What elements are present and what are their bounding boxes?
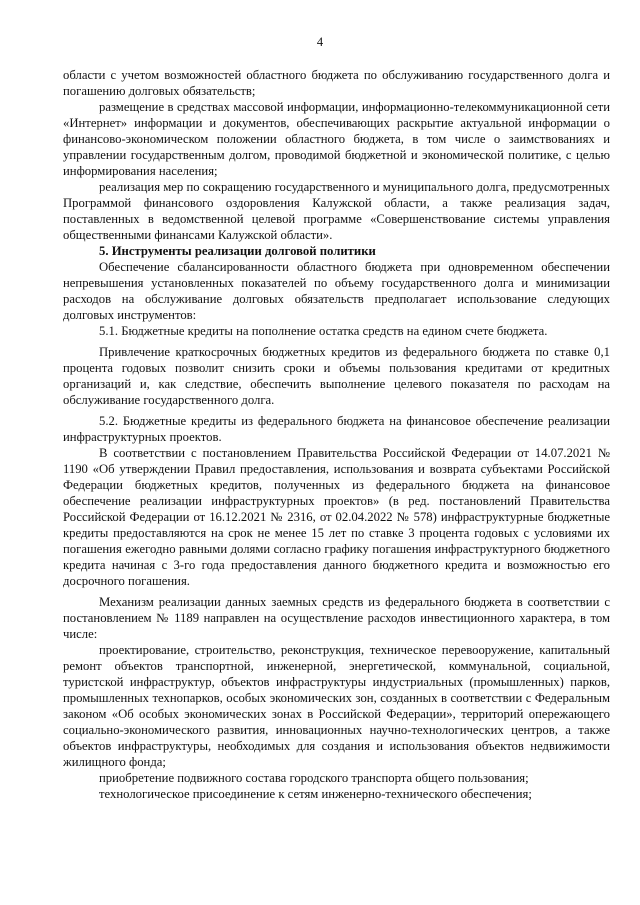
paragraph-short-term-credits: Привлечение краткосрочных бюджетных кредитов из федерального бюджета по ставке 0,1 процента годовых позволит снизить сроки и объемы пользования кредитами от кредитных организаций и, как следствие, обеспечить выполнение целевого показателя по расходам на обслуживание государственного долга. <box>63 345 610 407</box>
document-body <box>63 67 610 802</box>
section-heading-debt-instruments: 5. Инструменты реализации долговой политики <box>99 244 376 258</box>
paragraph-infrastructure-credit-terms: В соответствии с постановлением Правительства Российской Федерации от 14.07.2021 № 1190 «Об утверждении Правил предоставления, использования и возврата субъектами Российской Федерации бюджетных кредитов, полученных из федерального бюджета на финансовое обеспечение реализации инфраструктурных проектов» (в ред. постановлений Правительства Российской Федерации от 16.12.2021 № 2316, от 02.04.2022 № 578) инфраструктурные бюджетные кредиты предоставляются на срок не менее 15 лет по ставке 3 процента годовых с условиями их погашения ежегодно равными долями согласно графику погашения инфраструктурного бюджетного кредита начиная с 3-го года предоставления данного бюджетного кредита и возможностью его досрочного погашения. <box>63 446 610 588</box>
paragraph-technological-connection: технологическое присоединение к сетям инженерно-технического обеспечения; <box>99 787 532 801</box>
paragraph-budget-balance: Обеспечение сбалансированности областного бюджета при одновременном обеспечении непревышения установленных показателей по объему государственного долга и минимизации расходов на обслуживание долговых обязательств предполагает использование следующих долговых инструментов: <box>63 260 610 322</box>
paragraph-mechanism: Механизм реализации данных заемных средств из федерального бюджета в соответствии с постановлением № 1189 направлен на осуществление расходов инвестиционного характера, в том числе: <box>63 595 610 641</box>
paragraph-item-5-2: 5.2. Бюджетные кредиты из федерального бюджета на финансовое обеспечение реализации инфраструктурных проектов. <box>63 414 610 444</box>
paragraph-investment-expenses: проектирование, строительство, реконструкция, техническое перевооружение, капитальный ремонт объектов транспортной, инженерной, энергетической, коммунальной, социальной, туристской инфраструктур, объектов инфраструктуры индустриальных (промышленных) парков, промышленных технопарков, особых экономических зон, созданных в соответствии с Федеральным законом «Об особых экономических зонах в Российской Федерации», территорий опережающего социально-экономического развития, инновационных научно-технологических центров, а также объектов инфраструктуры, необходимых для создания и использования объектов недвижимости жилищного фонда; <box>63 643 610 769</box>
paragraph-rolling-stock: приобретение подвижного состава городского транспорта общего пользования; <box>99 771 529 785</box>
paragraph-debt-servicing-capacity: области с учетом возможностей областного бюджета по обслуживанию государственного долга и погашению долговых обязательств; <box>63 68 610 98</box>
paragraph-debt-reduction-measures: реализация мер по сокращению государственного и муниципального долга, предусмотренных Программой финансового оздоровления Калужской области, а также реализация задач, поставленных в ведомственной целевой программе «Совершенствование системы управления общественными финансами Калужской области». <box>63 180 610 242</box>
paragraph-information-disclosure: размещение в средствах массовой информации, информационно-телекоммуникационной сети «Интернет» информации и документов, обеспечивающих раскрытие актуальной информации о финансово-экономическом положении областного бюджета, в том числе о заимствованиях и управлении государственным долгом, проводимой бюджетной и экономической политике, с целью информирования населения; <box>63 100 610 178</box>
page-number: 4 <box>316 35 324 49</box>
paragraph-item-5-1: 5.1. Бюджетные кредиты на пополнение остатка средств на едином счете бюджета. <box>99 324 548 338</box>
